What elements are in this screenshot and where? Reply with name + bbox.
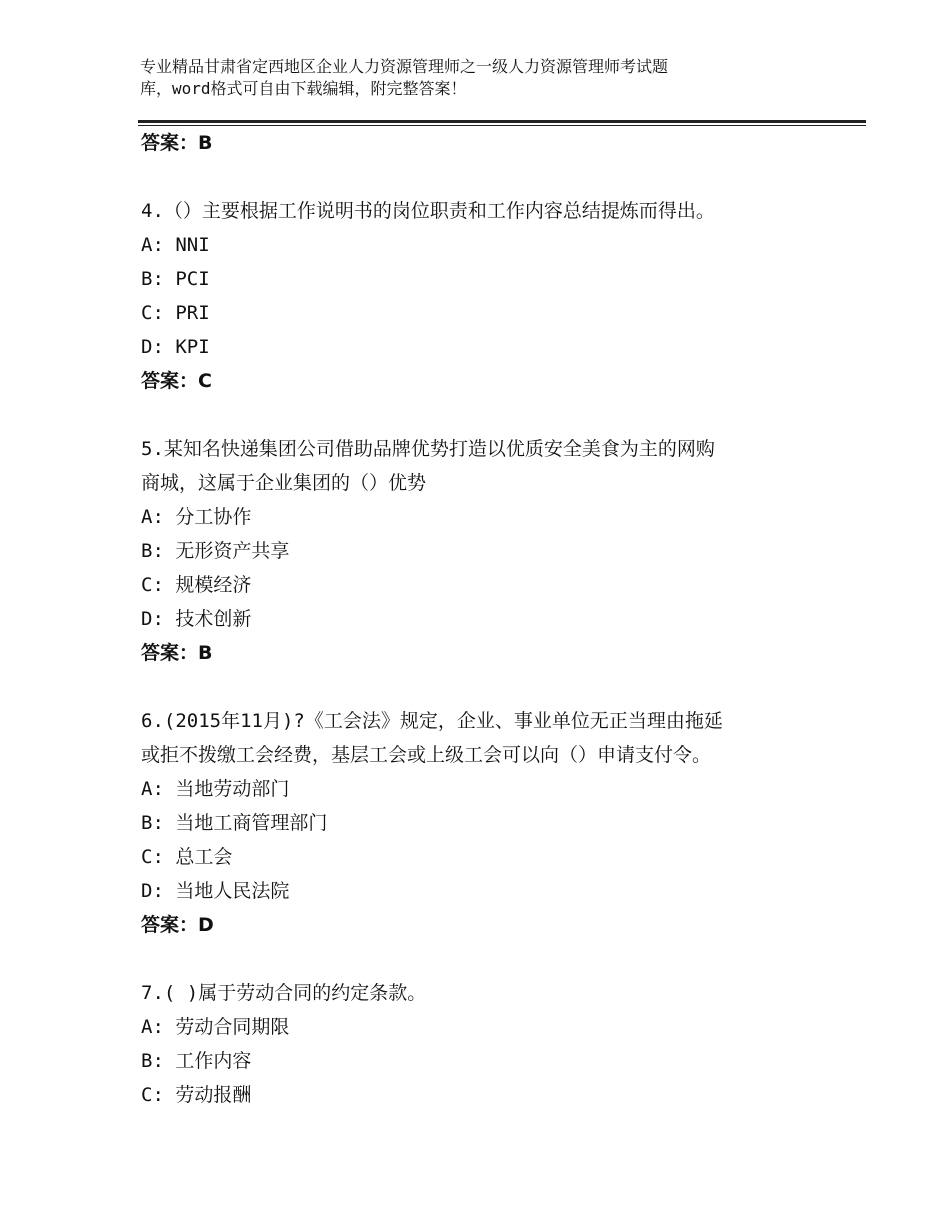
question-5-text-line-1: 5.某知名快递集团公司借助品牌优势打造以优质安全美食为主的网购 (141, 438, 715, 460)
question-6-option-c: C: 总工会 (141, 846, 233, 868)
question-5-option-a: A: 分工协作 (141, 506, 252, 528)
header-line-2: 库，word格式可自由下载编辑，附完整答案！ (140, 79, 467, 98)
question-4 (141, 194, 861, 398)
question-4-answer: 答案：C (141, 370, 212, 392)
question-4-text: 4.（）主要根据工作说明书的岗位职责和工作内容总结提炼而得出。 (141, 200, 715, 222)
answer-previous: 答案：B (141, 132, 213, 154)
question-5-option-b: B: 无形资产共享 (141, 540, 290, 562)
question-5-text-line-2: 商城，这属于企业集团的（）优势 (141, 472, 427, 494)
question-7-text: 7.( )属于劳动合同的约定条款。 (141, 982, 427, 1004)
question-6-text-line-1: 6.(2015年11月)?《工会法》规定，企业、事业单位无正当理由拖延 (141, 710, 723, 732)
question-7 (141, 976, 861, 1112)
document-body (141, 126, 861, 1112)
question-6-option-a: A: 当地劳动部门 (141, 778, 290, 800)
question-4-option-c: C: PRI (141, 302, 210, 324)
question-4-option-b: B: PCI (141, 268, 210, 290)
question-7-option-c: C: 劳动报酬 (141, 1084, 252, 1106)
question-7-option-a: A: 劳动合同期限 (141, 1016, 290, 1038)
question-6-option-d: D: 当地人民法院 (141, 880, 290, 902)
question-5-option-c: C: 规模经济 (141, 574, 252, 596)
question-5-option-d: D: 技术创新 (141, 608, 252, 630)
question-6 (141, 704, 861, 942)
question-7-option-b: B: 工作内容 (141, 1050, 252, 1072)
header-rule-thick (138, 120, 866, 123)
question-6-answer: 答案：D (141, 914, 214, 936)
question-5 (141, 432, 861, 670)
document-header (140, 56, 860, 100)
question-4-option-d: D: KPI (141, 336, 210, 358)
question-6-text-line-2: 或拒不拨缴工会经费，基层工会或上级工会可以向（）申请支付令。 (141, 744, 712, 766)
header-line-1: 专业精品甘肃省定西地区企业人力资源管理师之一级人力资源管理师考试题 (140, 57, 669, 76)
question-6-option-b: B: 当地工商管理部门 (141, 812, 328, 834)
question-4-option-a: A: NNI (141, 234, 210, 256)
question-5-answer: 答案：B (141, 642, 213, 664)
